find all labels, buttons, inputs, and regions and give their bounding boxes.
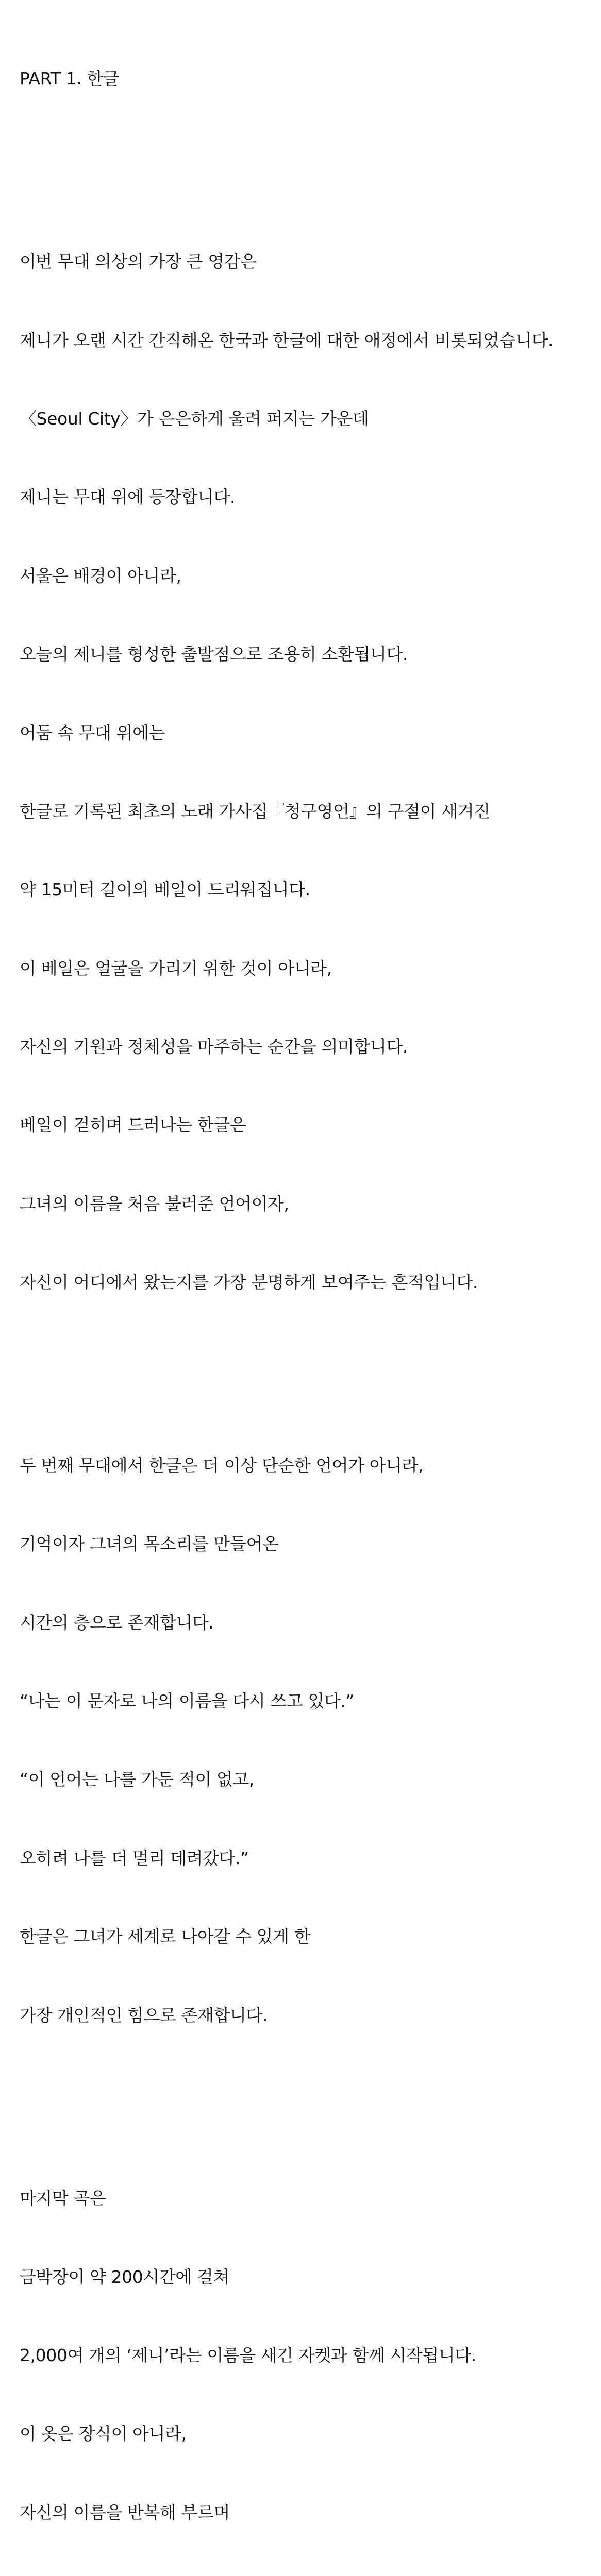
text-line: 오늘의 제니를 형성한 출발점으로 조용히 소환됩니다. — [20, 644, 408, 665]
text-line: 서울은 배경이 아니라, — [20, 565, 181, 586]
text-line: 자신의 기원과 정체성을 마주하는 순간을 의미합니다. — [20, 1037, 408, 1057]
text-line: 자신이 어디에서 왔는지를 가장 분명하게 보여주는 흔적입니다. — [20, 1272, 478, 1293]
text-line: 이 베일은 얼굴을 가리기 위한 것이 아니라, — [20, 958, 332, 978]
text-line: “나는 이 문자로 나의 이름을 다시 쓰고 있다.” — [20, 1691, 355, 1711]
text-line: 약 15미터 길이의 베일이 드리워집니다. — [20, 879, 310, 900]
text-line: 한글로 기록된 최초의 노래 가사집『청구영언』의 구절이 새겨진 — [20, 801, 490, 821]
text-line: 어둠 속 무대 위에는 — [20, 722, 165, 743]
document-body — [20, 13, 592, 2576]
text-line: 〈Seoul City〉가 은은하게 울려 퍼지는 가운데 — [20, 408, 369, 429]
text-line: 한글은 그녀가 세계로 나아갈 수 있게 한 — [20, 1926, 311, 1947]
text-line: 시간의 층으로 존재합니다. — [20, 1612, 214, 1633]
text-line: 2,000여 개의 ‘제니’라는 이름을 새긴 자켓과 함께 시작됩니다. — [20, 2345, 476, 2365]
text-line: 오히려 나를 더 멀리 데려갔다.” — [20, 1848, 249, 1868]
paragraph-gap — [20, 1348, 592, 1375]
text-line: 그녀의 이름을 처음 불러준 언어이자, — [20, 1193, 289, 1214]
paragraph-gap — [20, 144, 592, 171]
text-line: 베일이 걷히며 드러나는 한글은 — [20, 1115, 246, 1136]
paragraph-gap — [20, 2081, 592, 2107]
text-line: 금박장이 약 200시간에 걸쳐 — [20, 2266, 229, 2287]
document-heading: PART 1. 한글 — [20, 68, 120, 89]
text-line: 이번 무대 의상의 가장 큰 영감은 — [20, 251, 257, 272]
text-line: 제니는 무대 위에 등장합니다. — [20, 487, 236, 507]
text-line: 제니가 오랜 시간 간직해온 한국과 한글에 대한 애정에서 비롯되었습니다. — [20, 330, 554, 350]
text-line: “이 언어는 나를 가둔 적이 없고, — [20, 1769, 254, 1790]
text-line: 자신의 이름을 반복해 부르며 — [20, 2502, 230, 2522]
text-line: 마지막 곡은 — [20, 2188, 106, 2209]
text-line: 두 번째 무대에서 한글은 더 이상 단순한 언어가 아니라, — [20, 1455, 424, 1476]
text-line: 이 옷은 장식이 아니라, — [20, 2424, 187, 2444]
text-line: 가장 개인적인 힘으로 존재합니다. — [20, 2005, 268, 2025]
text-line: 기억이자 그녀의 목소리를 만들어온 — [20, 1534, 279, 1554]
